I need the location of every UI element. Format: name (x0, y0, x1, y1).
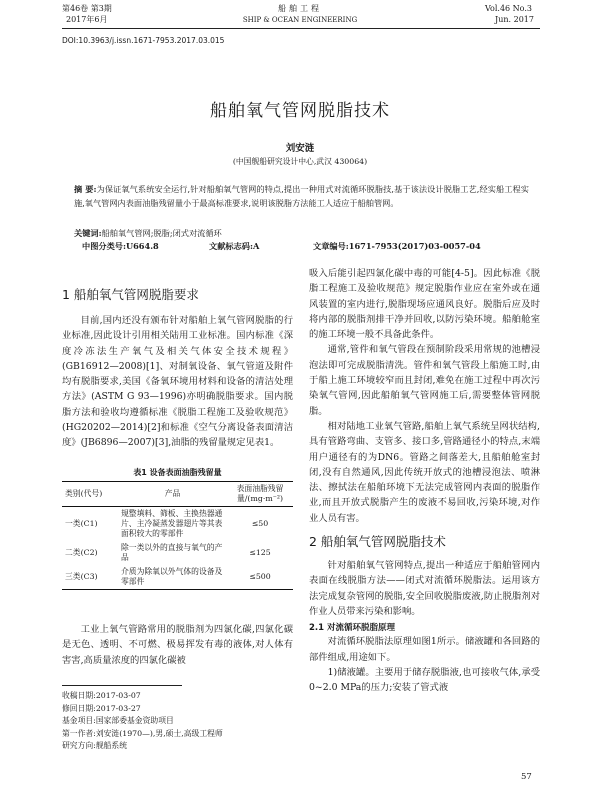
table-cell-value: ≤125 (249, 548, 271, 557)
table-cell-product: 介质为除氧以外气体的设备及零部件 (121, 567, 223, 586)
right-paragraph-4: 针对船舶氧气管网特点,提出一种适应于船舶管网内表面在线脱脂方法——闭式对流循环脱脂法。运用该方法完成复杂管网的脱脂,安全回收脱脂废液,防止脱脂剂对作业人员带来污染和影响。 (309, 560, 540, 617)
affiliation: (中国舰船研究设计中心,武汉 430064) (232, 157, 368, 166)
table-header-product: 产品 (164, 489, 181, 498)
doi: DOI:10.3963/j.issn.1671-7953.2017.03.015 (62, 36, 225, 45)
header-vol-en: Vol.46 No.3 (485, 4, 532, 13)
document-code: 文献标志码:A (209, 241, 260, 251)
left-column (62, 287, 293, 451)
table-row (62, 507, 293, 542)
table-1 (62, 467, 293, 590)
right-column (309, 266, 540, 695)
table-row (62, 565, 293, 590)
table-1-caption: 表1 设备表面油脂残留量 (133, 468, 222, 477)
footnote-rule (62, 685, 182, 686)
right-paragraph-6: 1)储液罐。主要用于储存脱脂液,也可接收气体,承受0~2.0 MPa的压力;安装了管式液 (309, 666, 540, 694)
table-cell-product: 規整填料、筛板、主换热器通片、主冷凝蒸发器翅片等其表面积较大的零部件 (121, 509, 223, 538)
table-cell-category: 一类(C1) (65, 519, 98, 528)
article-title: 船舶氧气管网脱脂技术 (210, 101, 390, 121)
section-2-heading: 2 船舶氧气管网脱脂技术 (309, 534, 446, 550)
footnote-received: 收稿日期:2017-03-07 (62, 691, 141, 700)
header-volume: 第46卷 第3期 (62, 4, 112, 13)
subsection-2-1-heading: 2.1 对流循环脱脂原理 (309, 623, 396, 634)
abstract-label: 摘 要: (74, 184, 97, 194)
article-number: 文章编号:1671-7953(2017)03-0057-04 (313, 241, 481, 251)
table-cell-category: 二类(C2) (65, 548, 98, 557)
right-paragraph-5: 对流循环脱脂法原理如图1所示。储液罐和各回路的部件组成,用途如下。 (309, 636, 540, 663)
left-column-lower (62, 622, 293, 668)
clc-number: 中图分类号:U664.8 (82, 241, 159, 251)
header-date: 2017年6月 (66, 15, 108, 24)
table-header-row (62, 482, 293, 507)
section-1-heading: 1 船舶氧气管网脱脂要求 (62, 287, 199, 302)
table-cell-value: ≤500 (249, 572, 271, 581)
section-1-paragraph-2: 工业上氧气管路常用的脱脂剂为四氯化碳,四氯化碳是无色、透明、不可燃、极易挥发有毒的液体,对人体有害害,高质量浓度的四氯化碳被 (62, 624, 293, 666)
page-number: 57 (521, 772, 532, 782)
header-journal-en: SHIP & OCEAN ENGINEERING (242, 16, 358, 24)
right-paragraph-3: 相对陆地工业氧气管路,船舶上氧气系统呈网状结构,具有管路弯曲、支管多、接口多,管路通径小的特点,末端用户通径有的为DN6。管路之间落差大,且船舶舱室封闭,没有自然通风,因此传统开放式的池槽浸泡法、喷淋法、擦拭法在船舶环境下无法完成管网内表面的脱脂作业,而且开放式脱脂产生的废液不易回收,污染环境,对作业人员有害。 (309, 420, 540, 524)
table-cell-value: ≤50 (251, 519, 269, 528)
right-paragraph-2: 通常,管件和氧气管段在预制阶段采用常规的池槽浸泡法即可完成脱脂清洗。管件和氧气管段上船施工时,由于船上施工环境较窄而且封闭,难免在施工过程中再次污染氧气管网,因此船舶氧气管网施工后,需要整体管网脱脂。 (309, 344, 540, 417)
footnotes (62, 690, 293, 753)
header-journal-cn: 船舶工程 (278, 4, 322, 13)
table-header-category: 类别(代号) (65, 489, 103, 498)
abstract (74, 183, 529, 210)
footnote-revised: 修回日期:2017-03-27 (62, 703, 141, 713)
section-1-paragraph-1: 目前,国内还没有颁布针对船舶上氧气管网脱脂的行业标准,因此设计引用相关陆用工业标准。国内标准《深度冷冻法生产氧气及相关气体安全技术规程》(GB16912—2008)[1]、对制氧设备、氧气管道及附件均有脱脂要求,美国《备氧环境用材料和设备的清洁处理方法》(ASTM G 93—1996)亦明确脱脂要求。国内脱脂方法和验收均遵循标准《脱脂工程施工及验收规范》(HG20202—2014)[2]和标准《空气分离设备表面清洁度》(JB6896—2007)[3],油脂的残留量规定见表1。 (62, 315, 293, 449)
abstract-text: 为保证氧气系统安全运行,针对船舶氧气管网的特点,提出一种用式对流循环脱脂技,基于该法设计脱脂工艺,经实船工程实施,氧气管网内表面油脂残留量小于最高标准要求,说明该脱脂方法能工人适应于船舶管网。 (74, 184, 529, 208)
table-1-grid (62, 481, 293, 590)
table-header-residue: 表面油脂残留量/(mg·m⁻²) (236, 484, 284, 503)
keywords (74, 227, 529, 239)
footnote-funding: 基金项目:国家部委基金资助项目 (62, 716, 174, 725)
footnote-research: 研究方向:舰船系统 (62, 741, 128, 750)
table-row (62, 541, 293, 565)
author: 刘安涟 (285, 143, 315, 154)
header-rule (62, 28, 540, 29)
table-cell-category: 三类(C3) (65, 572, 98, 581)
table-cell-product: 除一类以外的直接与氧气的产品 (121, 543, 223, 562)
header-date-en: Jun. 2017 (495, 15, 534, 24)
keywords-label: 关键词: (74, 228, 102, 238)
keywords-text: 船舶氧气管网;脱脂;闭式对流循环 (101, 228, 222, 238)
right-paragraph-1: 吸入后能引起四氯化碳中毒的可能[4-5]。因此标准《脱脂工程施工及验收规范》规定脱脂作业应在室外或在通风装置的室内进行,脱脂现场应通风良好。脱脂后应及时将内部的脱脂剂排干净并回收,以防污染环境。船舶舱室的施工环境一般不具备此条件。 (309, 268, 540, 341)
footnote-author: 第一作者:刘安涟(1970—),男,硕士,高级工程师 (62, 728, 223, 738)
